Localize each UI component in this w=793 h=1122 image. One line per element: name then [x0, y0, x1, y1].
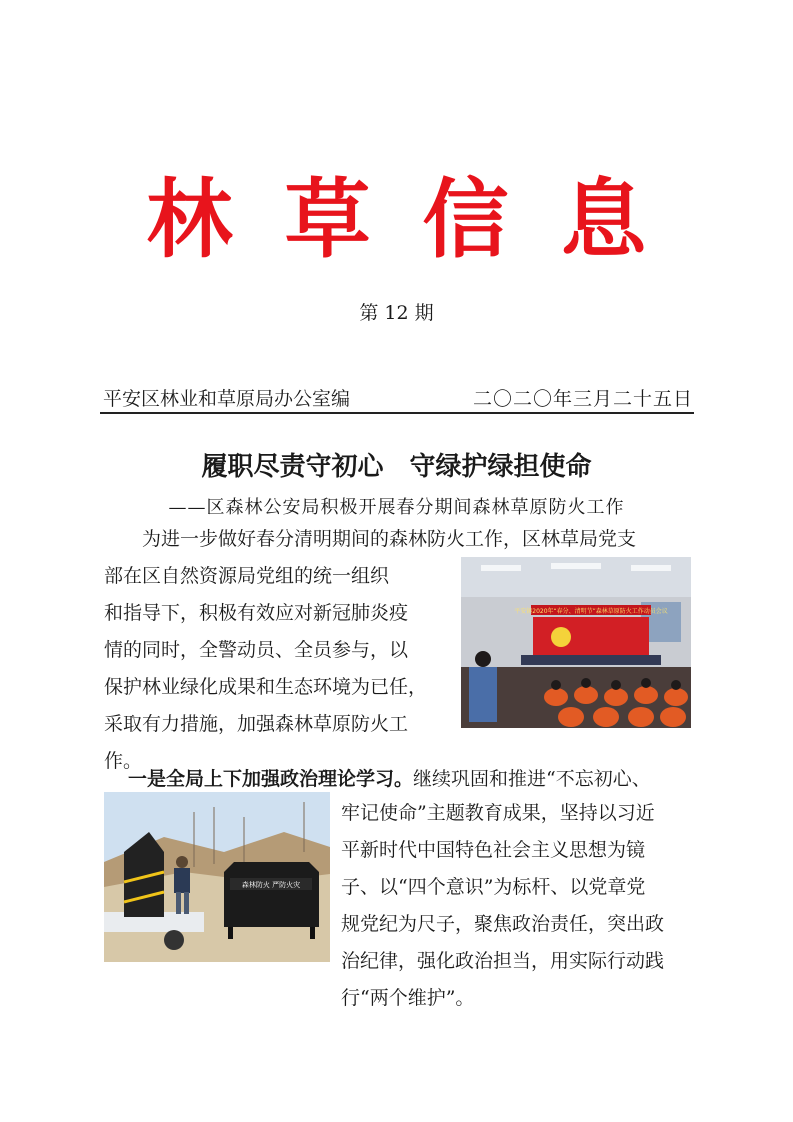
header-divider: [100, 412, 694, 414]
text-line: 治纪律，强化政治担当，用实际行动践: [341, 950, 665, 972]
text-line: 采取有力措施，加强森林草原防火工: [104, 713, 409, 735]
fire-box-label: 森林防火 严防火灾: [241, 881, 301, 889]
text-line: 规党纪为尺子，聚焦政治责任，突出政: [341, 913, 665, 935]
paragraph-point-one-continued: [341, 795, 696, 1017]
article-subtitle: ——区森林公安局积极开展春分期间森林草原防火工作: [168, 497, 625, 518]
text-line: 牢记使命”主题教育成果，坚持以习近: [341, 802, 655, 824]
editor-label: 平安区林业和草原局办公室编: [103, 388, 351, 410]
text-line: 为进一步做好春分清明期间的森林防火工作，区林草局党支: [142, 528, 637, 550]
fire-box-photo: [104, 792, 330, 962]
fire-box-illustration: [104, 792, 330, 962]
text-line: 保护林业绿化成果和生态环境为已任，: [104, 676, 428, 698]
point-one-heading: 一是全局上下加强政治理论学习。: [128, 768, 414, 790]
point-one-text: 继续巩固和推进“不忘初心、: [413, 768, 651, 790]
article-headline: 履职尽责守初心 守绿护绿担使命: [201, 452, 592, 482]
issue-number: 第 12 期: [359, 302, 434, 324]
text-line: 平新时代中国特色社会主义思想为镜: [341, 839, 646, 861]
text-line: 和指导下，积极有效应对新冠肺炎疫: [104, 602, 409, 624]
masthead-title: 林草信息: [146, 169, 699, 270]
text-line: 情的同时，全警动员、全员参与，以: [104, 639, 409, 661]
issue-date: 二〇二〇年三月二十五日: [472, 388, 693, 410]
text-line: 部在区自然资源局党组的统一组织: [104, 565, 390, 587]
text-line: 子、以“四个意识”为标杆、以党章党: [341, 876, 646, 898]
meeting-banner-text: 平安镇2020年“春分、清明节”森林草原防火工作动员会议: [514, 608, 668, 615]
meeting-illustration: [461, 557, 691, 728]
meeting-photo: [461, 557, 691, 728]
text-line: 行“两个维护”。: [341, 987, 475, 1009]
text-line: 作。: [104, 750, 143, 772]
